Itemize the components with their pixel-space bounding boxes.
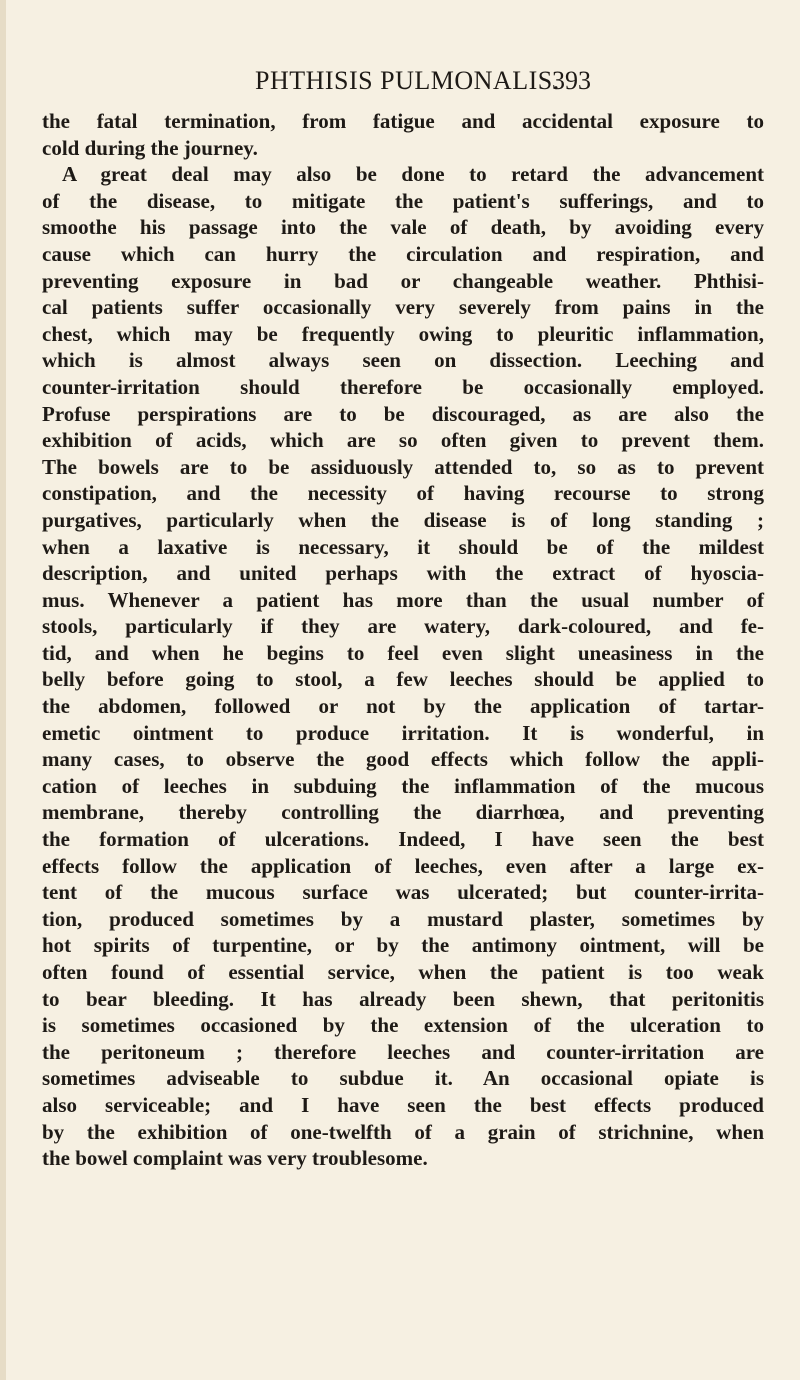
text-line: cause which can hurry the circulation and respiration, and bbox=[42, 241, 764, 266]
text-line: the peritoneum ; therefore leeches and counter-irritation are bbox=[42, 1039, 764, 1064]
text-line: cation of leeches in subduing the inflammation of the mucous bbox=[42, 773, 764, 798]
text-line: tion, produced sometimes by a mustard plaster, sometimes by bbox=[42, 906, 764, 931]
text-line: emetic ointment to produce irritation. It is wonderful, in bbox=[42, 720, 764, 745]
text-line: mus. Whenever a patient has more than the usual number of bbox=[42, 587, 764, 612]
text-line: the fatal termination, from fatigue and accidental exposure to bbox=[42, 109, 764, 133]
text-line: smoothe his passage into the vale of death, by avoiding every bbox=[42, 215, 764, 240]
text-line: description, and united perhaps with the extract of hyoscia- bbox=[42, 561, 764, 586]
text-line: sometimes adviseable to subdue it. An occasional opiate is bbox=[42, 1066, 764, 1091]
text-line: often found of essential service, when the patient is too weak bbox=[42, 960, 764, 984]
text-line: The bowels are to be assiduously attended to, so as to prevent bbox=[42, 454, 764, 479]
page-edge bbox=[0, 0, 6, 1380]
text-line: exhibition of acids, which are so often given to prevent them. bbox=[42, 428, 764, 453]
text-line: which is almost always seen on dissection. Leeching and bbox=[42, 348, 764, 373]
running-title: PHTHISIS PULMONALIS. bbox=[255, 66, 560, 95]
text-line: constipation, and the necessity of having recourse to strong bbox=[42, 481, 764, 506]
text-line: tent of the mucous surface was ulcerated; but counter-irrita- bbox=[42, 880, 764, 905]
text-line: preventing exposure in bad or changeable weather. Phthisi- bbox=[42, 268, 764, 293]
text-line: many cases, to observe the good effects which follow the appli- bbox=[42, 747, 764, 772]
text-line: membrane, thereby controlling the diarrhœa, and preventing bbox=[42, 800, 764, 825]
text-line: cal patients suffer occasionally very severely from pains in the bbox=[42, 295, 764, 320]
text-line: also serviceable; and I have seen the best effects produced bbox=[42, 1092, 764, 1117]
text-line: the bowel complaint was very troublesome. bbox=[42, 1146, 428, 1171]
text-line: the formation of ulcerations. Indeed, I have seen the best bbox=[42, 827, 764, 852]
text-line: hot spirits of turpentine, or by the antimony ointment, will be bbox=[42, 933, 764, 958]
text-line: effects follow the application of leeches, even after a large ex- bbox=[42, 853, 764, 878]
text-line: cold during the journey. bbox=[42, 135, 258, 160]
page-header bbox=[0, 66, 800, 102]
text-line: purgatives, particularly when the disease is of long standing ; bbox=[42, 507, 764, 532]
text-line: of the disease, to mitigate the patient's sufferings, and to bbox=[42, 188, 764, 213]
text-line: the abdomen, followed or not by the application of tartar- bbox=[42, 694, 764, 719]
text-line: stools, particularly if they are watery, dark-coloured, and fe- bbox=[42, 614, 764, 639]
text-line: A great deal may also be done to retard the advancement bbox=[62, 162, 764, 187]
text-line: to bear bleeding. It has already been shewn, that peritonitis bbox=[42, 986, 764, 1011]
text-line: Profuse perspirations are to be discouraged, as are also the bbox=[42, 401, 764, 426]
text-line: belly before going to stool, a few leeches should be applied to bbox=[42, 667, 764, 692]
text-line: when a laxative is necessary, it should be of the mildest bbox=[42, 534, 764, 559]
text-line: is sometimes occasioned by the extension of the ulceration to bbox=[42, 1013, 764, 1038]
text-line: counter-irritation should therefore be occasionally employed. bbox=[42, 374, 764, 399]
text-line: tid, and when he begins to feel even slight uneasiness in the bbox=[42, 640, 764, 665]
page-number: 393 bbox=[552, 66, 591, 95]
text-line: by the exhibition of one-twelfth of a grain of strichnine, when bbox=[42, 1119, 764, 1144]
body-text bbox=[42, 108, 764, 1172]
text-line: chest, which may be frequently owing to pleuritic inflammation, bbox=[42, 321, 764, 346]
